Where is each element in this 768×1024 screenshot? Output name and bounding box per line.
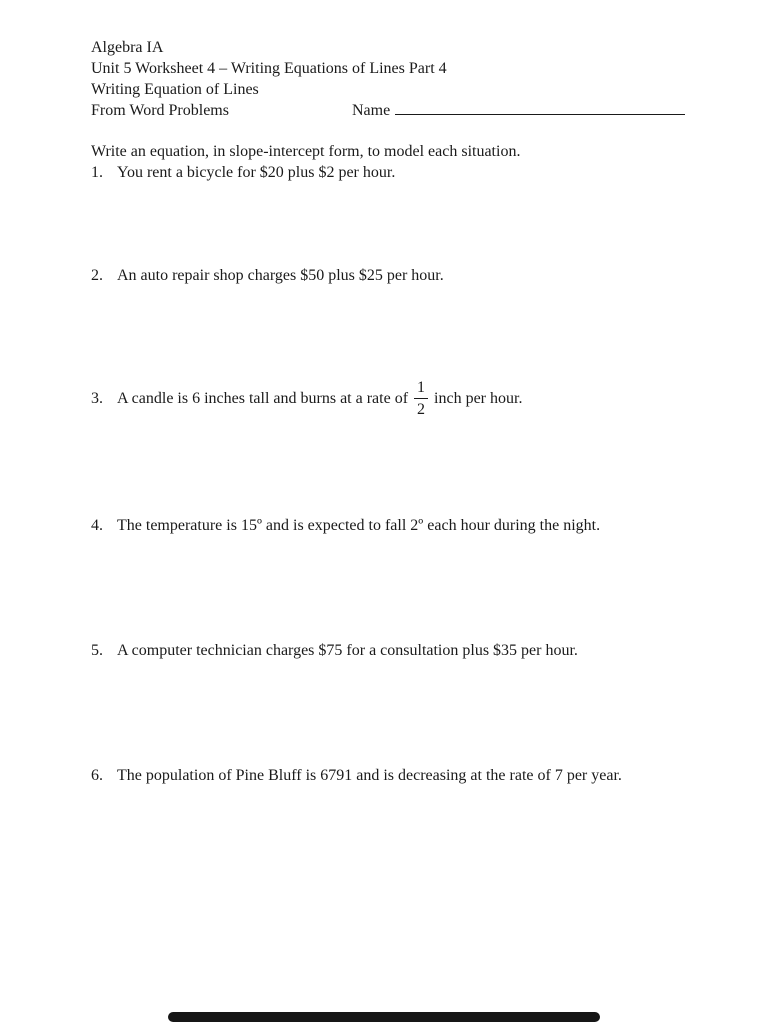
problem-6-text: The population of Pine Bluff is 6791 and is decreasing at the rate of 7 per year. — [117, 767, 622, 784]
worksheet-subtitle: Writing Equation of Lines — [91, 81, 259, 98]
fraction-denominator: 2 — [417, 401, 426, 418]
problem-3 — [91, 378, 708, 419]
problem-3-number: 3. — [91, 390, 103, 407]
instruction-text: Write an equation, in slope-intercept form, to model each situation. — [91, 143, 521, 160]
problem-6 — [91, 765, 708, 786]
problem-3-text-before: A candle is 6 inches tall and burns at a rate of — [117, 390, 409, 407]
problem-2-number: 2. — [91, 267, 103, 284]
worksheet-header — [91, 37, 708, 121]
course-title: Algebra IA — [91, 39, 164, 56]
name-blank-line — [395, 114, 685, 115]
problem-5-text: A computer technician charges $75 for a consultation plus $35 per hour. — [117, 642, 578, 659]
name-row — [91, 100, 708, 121]
problem-5 — [91, 640, 708, 661]
problem-5-number: 5. — [91, 642, 103, 659]
problem-6-number: 6. — [91, 767, 103, 784]
problem-4 — [91, 515, 708, 536]
worksheet-title: Unit 5 Worksheet 4 – Writing Equations of Lines Part 4 — [91, 60, 447, 77]
problem-2-text: An auto repair shop charges $50 plus $25 per hour. — [117, 267, 444, 284]
problem-4-text: The temperature is 15º and is expected to fall 2º each hour during the night. — [117, 517, 601, 534]
worksheet-subtitle-2: From Word Problems — [91, 102, 229, 119]
problem-4-number: 4. — [91, 517, 103, 534]
horizontal-scrollbar[interactable] — [168, 1012, 600, 1022]
problem-3-text-after: inch per hour. — [434, 390, 523, 407]
problem-1-text: You rent a bicycle for $20 plus $2 per hour. — [117, 164, 396, 181]
name-label: Name — [351, 102, 391, 119]
problem-2 — [91, 265, 708, 286]
fraction-numerator: 1 — [414, 378, 428, 399]
problem-1 — [91, 162, 708, 183]
fraction-one-half — [414, 378, 428, 419]
problem-1-number: 1. — [91, 164, 103, 181]
